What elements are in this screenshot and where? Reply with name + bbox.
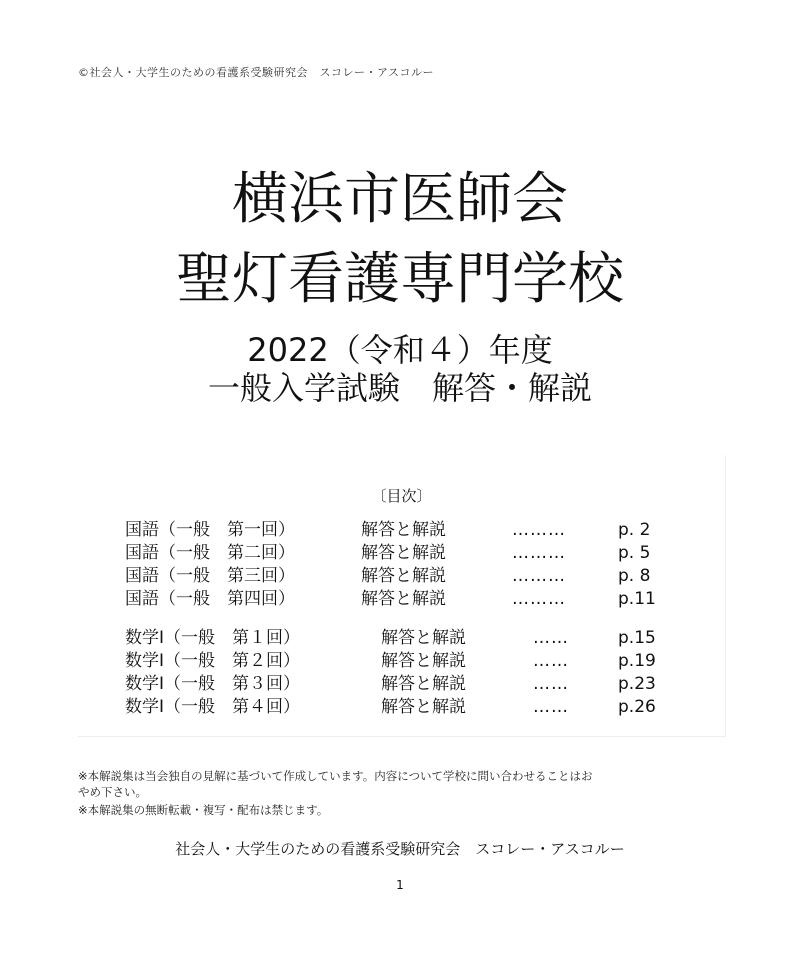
footer-organization: 社会人・大学生のための看護系受験研究会 スコレー・アスコルー: [175, 840, 625, 858]
toc-page-number: p. 2: [618, 520, 651, 540]
toc-entry: [78, 696, 725, 718]
page-number: 1: [396, 878, 404, 892]
toc-label: 解答と解説: [381, 674, 466, 694]
toc-subject: 国語（一般 第四回）: [125, 589, 295, 609]
toc-leader-dots: ……: [533, 674, 569, 694]
toc-leader-dots: ……: [533, 628, 569, 648]
toc-label: 解答と解説: [361, 566, 446, 586]
title-exam: 一般入学試験 解答・解説: [207, 369, 592, 407]
toc-subject: 数学Ⅰ（一般 第２回）: [125, 651, 301, 671]
toc-subject: 数学Ⅰ（一般 第１回）: [125, 628, 301, 648]
toc-leader-dots: ………: [512, 589, 566, 609]
toc-page-number: p.23: [618, 674, 656, 694]
toc-page-number: p.26: [618, 697, 656, 717]
toc-label: 解答と解説: [381, 697, 466, 717]
toc-heading: 〔目次〕: [371, 487, 432, 505]
toc-page-number: p. 8: [618, 566, 651, 586]
toc-leader-dots: ………: [512, 520, 566, 540]
toc-entry: [78, 650, 725, 672]
toc-entry: [78, 588, 725, 610]
title-school: 聖灯看護専門学校: [176, 247, 624, 312]
table-of-contents: [78, 455, 726, 737]
toc-leader-dots: ……: [533, 651, 569, 671]
disclaimer-note-continued: やめ下さい。: [78, 785, 147, 799]
toc-label: 解答と解説: [381, 628, 466, 648]
toc-label: 解答と解説: [361, 589, 446, 609]
toc-page-number: p.15: [618, 628, 656, 648]
toc-page-number: p.19: [618, 651, 656, 671]
toc-leader-dots: ……: [533, 697, 569, 717]
toc-subject: 国語（一般 第一回）: [125, 520, 295, 540]
toc-label: 解答と解説: [361, 520, 446, 540]
toc-subject: 国語（一般 第三回）: [125, 566, 295, 586]
toc-subject: 数学Ⅰ（一般 第３回）: [125, 674, 301, 694]
toc-subject: 国語（一般 第二回）: [125, 543, 295, 563]
title-year: 2022（令和４）年度: [247, 331, 553, 369]
toc-page-number: p. 5: [618, 543, 651, 563]
toc-entry: [78, 542, 725, 564]
toc-entry: [78, 673, 725, 695]
toc-entry: [78, 519, 725, 541]
toc-leader-dots: ………: [512, 543, 566, 563]
title-organization: 横浜市医師会: [232, 167, 568, 232]
toc-label: 解答と解説: [381, 651, 466, 671]
toc-subject: 数学Ⅰ（一般 第４回）: [125, 697, 301, 717]
copyright-header: ©社会人・大学生のための看護系受験研究会 スコレー・アスコルー: [78, 66, 435, 79]
toc-entry: [78, 627, 725, 649]
disclaimer-note: ※本解説集は当会独自の見解に基づいて作成しています。内容について学校に問い合わせることはお: [78, 769, 593, 783]
toc-entry: [78, 565, 725, 587]
toc-label: 解答と解説: [361, 543, 446, 563]
toc-page-number: p.11: [618, 589, 656, 609]
toc-leader-dots: ………: [512, 566, 566, 586]
copyright-note: ※本解説集の無断転載・複写・配布は禁じます。: [78, 803, 329, 817]
